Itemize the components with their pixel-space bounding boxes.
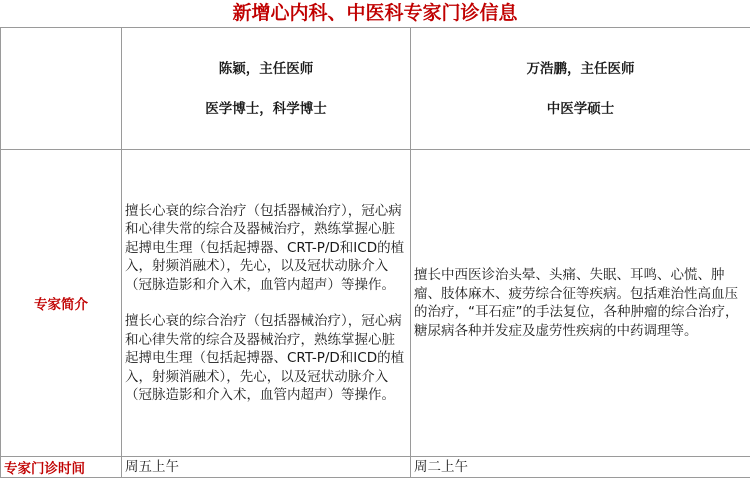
page-title: 新增心内科、中医科专家门诊信息 (0, 0, 750, 27)
clinic-time-row (1, 457, 750, 478)
doctor-1-header (122, 28, 411, 150)
doctor-2-specialty-paragraph: 擅长中西医诊治头晕、头痛、失眠、耳鸣、心慌、肿瘤、肢体麻木、疲劳综合征等疾病。包括难治性高血压的治疗，“耳石症”的手法复位，各种肿瘤的综合治疗，糖尿病各种并发症及虚劳性疾病的中药调理等。 (414, 266, 748, 340)
doctor-1-degree: 医学博士，科学博士 (122, 100, 410, 118)
doctor-2-specialty (411, 150, 750, 457)
intro-row (1, 150, 750, 457)
doctor-2-degree: 中医学硕士 (411, 100, 750, 118)
empty-header-cell (1, 28, 122, 150)
doctor-2-name-title: 万浩鹏，主任医师 (411, 60, 750, 78)
doctor-2-header (411, 28, 750, 150)
doctor-1-specialty-paragraph: 擅长心衰的综合治疗（包括器械治疗），冠心病和心律失常的综合及器械治疗，熟练掌握心脏起搏电生理（包括起搏器、CRT-P/D和ICD的植入，射频消融术），先心，以及冠状动脉介入（冠脉造影和介入术，血管内超声）等操作。 (125, 312, 408, 405)
doctor-header-row (1, 28, 750, 150)
expert-clinic-table (0, 27, 750, 478)
clinic-time-label: 专家门诊时间 (1, 457, 122, 478)
doctor-1-specialty (122, 150, 411, 457)
intro-label: 专家简介 (1, 150, 122, 457)
doctor-1-name-title: 陈颖，主任医师 (122, 60, 410, 78)
doctor-1-specialty-paragraph: 擅长心衰的综合治疗（包括器械治疗），冠心病和心律失常的综合及器械治疗，熟练掌握心脏起搏电生理（包括起搏器、CRT-P/D和ICD的植入，射频消融术），先心，以及冠状动脉介入（冠脉造影和介入术，血管内超声）等操作。 (125, 202, 408, 295)
doctor-1-clinic-time: 周五上午 (122, 457, 411, 478)
doctor-2-clinic-time: 周二上午 (411, 457, 750, 478)
